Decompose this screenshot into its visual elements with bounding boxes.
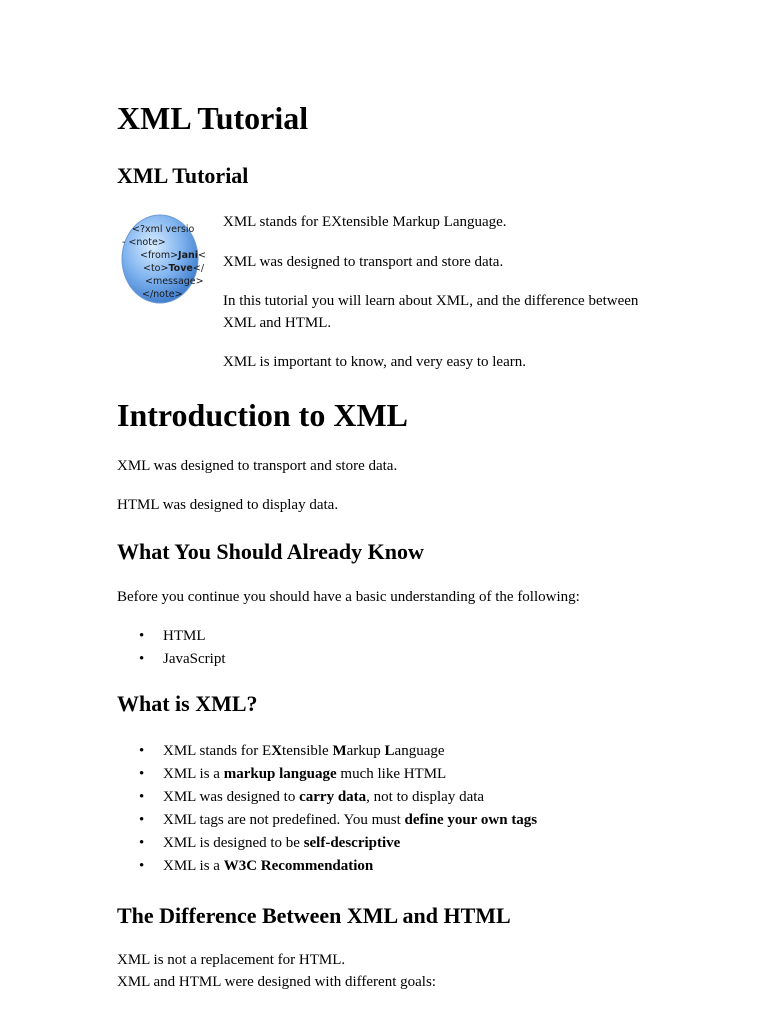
bullet: • [139, 743, 145, 759]
section-heading-difference: The Difference Between XML and HTML [117, 903, 511, 928]
section-heading-introduction: Introduction to XML [117, 397, 408, 433]
already-know-paragraph: Before you continue you should have a basic understanding of the following: [117, 589, 580, 605]
difference-line-2: XML and HTML were designed with different goals: [117, 974, 436, 990]
xml-logo-image [120, 212, 206, 304]
list-item: • XML is designed to be self-descriptive [117, 832, 537, 855]
bullet: • [139, 651, 145, 667]
logo-line-6: </note> [142, 289, 183, 300]
list-item: • XML is a W3C Recommendation [117, 855, 537, 878]
bullet: • [139, 812, 145, 828]
intro-paragraph-2: HTML was designed to display data. [117, 497, 339, 513]
list-item: • JavaScript [117, 648, 225, 671]
list-item: • HTML [117, 625, 225, 648]
difference-line-1: XML is not a replacement for HTML. [117, 952, 346, 968]
logo-line-2: - <note> [122, 237, 166, 248]
what-is-xml-list [117, 740, 537, 878]
bullet: • [139, 789, 145, 805]
bullet: • [139, 858, 145, 874]
page-title: XML Tutorial [117, 100, 309, 136]
bullet: • [139, 766, 145, 782]
tutorial-paragraph-3-line-1: In this tutorial you will learn about XML, and the difference between [223, 293, 639, 309]
svg-text:<to>Tove</: <to>Tove</ [143, 263, 205, 274]
tutorial-paragraph-3-line-2: XML and HTML. [223, 315, 332, 331]
logo-line-5: <message> [145, 276, 204, 287]
list-item: • XML was designed to carry data, not to display data [117, 786, 537, 809]
tutorial-paragraph-2: XML was designed to transport and store data. [223, 254, 504, 270]
section-heading-xml-tutorial: XML Tutorial [117, 163, 249, 188]
intro-paragraph-1: XML was designed to transport and store data. [117, 458, 398, 474]
bullet: • [139, 835, 145, 851]
svg-text:<from>Jani<: <from>Jani< [140, 250, 206, 261]
bullet: • [139, 628, 145, 644]
section-heading-what-is-xml: What is XML? [117, 691, 258, 716]
tutorial-paragraph-4: XML is important to know, and very easy to learn. [223, 354, 526, 370]
tutorial-paragraph-1: XML stands for EXtensible Markup Language. [223, 214, 507, 230]
list-item: • XML tags are not predefined. You must define your own tags [117, 809, 537, 832]
logo-line-1: <?xml versio [132, 224, 195, 235]
list-item: • XML is a markup language much like HTML [117, 763, 537, 786]
list-item: • XML stands for EXtensible Markup Language [117, 740, 537, 763]
already-know-list [117, 625, 225, 671]
section-heading-already-know: What You Should Already Know [117, 539, 424, 564]
